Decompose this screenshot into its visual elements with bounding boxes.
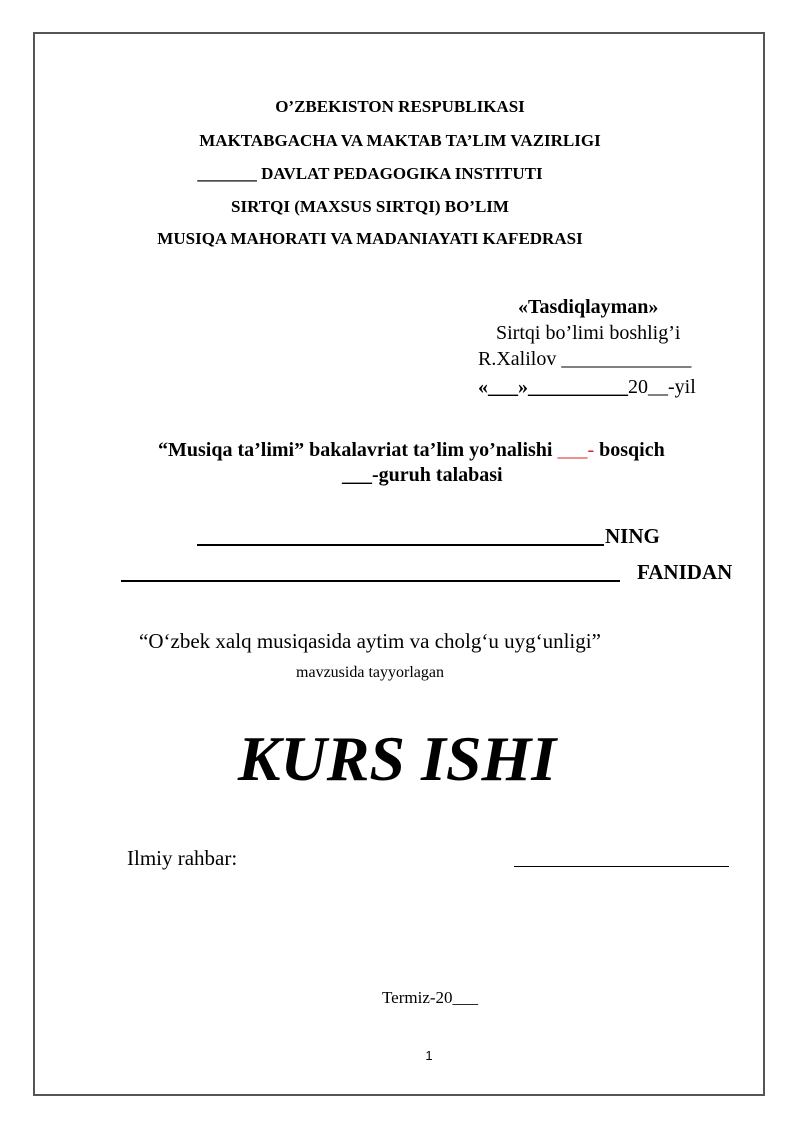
subject-name-blank <box>121 580 620 582</box>
advisor-label: Ilmiy rahbar: <box>127 846 238 870</box>
topic-title: “O‘zbek xalq musiqasida aytim va cholg‘u uyg‘unligi” <box>139 629 601 653</box>
approval-date <box>478 376 738 399</box>
subject-suffix: FANIDAN <box>637 560 733 584</box>
stage-blank: ___- <box>557 439 595 461</box>
student-name-blank <box>197 544 604 546</box>
header-chair: MUSIQA MAHORATI VA MADANIAYATI KAFEDRASI <box>157 229 583 248</box>
date-open-quote: « <box>478 376 488 398</box>
document-title: KURS ISHI <box>237 723 557 794</box>
program-text: “Musiqa ta’limi” bakalavriat ta’lim yo’nalishi <box>158 439 558 461</box>
date-close-quote: » <box>518 376 528 398</box>
header-department: SIRTQI (MAXSUS SIRTQI) BO’LIM <box>231 197 509 216</box>
program-stage: bosqich <box>594 439 665 461</box>
date-day-blank: ___ <box>488 376 518 398</box>
header-ministry: MAKTABGACHA VA MAKTAB TA’LIM VAZIRLIGI <box>199 131 601 150</box>
group-line: ___-guruh talabasi <box>342 464 503 486</box>
page-number: 1 <box>425 1048 433 1063</box>
header-institute: _______ DAVLAT PEDAGOGIKA INSTITUTI <box>197 164 543 183</box>
date-year: 20__-yil <box>628 376 696 398</box>
advisor-signature-blank <box>514 866 729 867</box>
approval-name: R.Xalilov _____________ <box>478 348 692 370</box>
date-month-blank: __________ <box>528 376 628 398</box>
approval-title: «Tasdiqlayman» <box>518 296 659 318</box>
approval-position: Sirtqi bo’limi boshlig’i <box>496 322 681 344</box>
city-year: Termiz-20___ <box>381 988 479 1007</box>
header-country: O’ZBEKISTON RESPUBLIKASI <box>275 97 525 116</box>
topic-subtitle: mavzusida tayyorlagan <box>296 664 444 681</box>
student-suffix: NING <box>605 524 660 548</box>
program-line <box>158 439 665 462</box>
